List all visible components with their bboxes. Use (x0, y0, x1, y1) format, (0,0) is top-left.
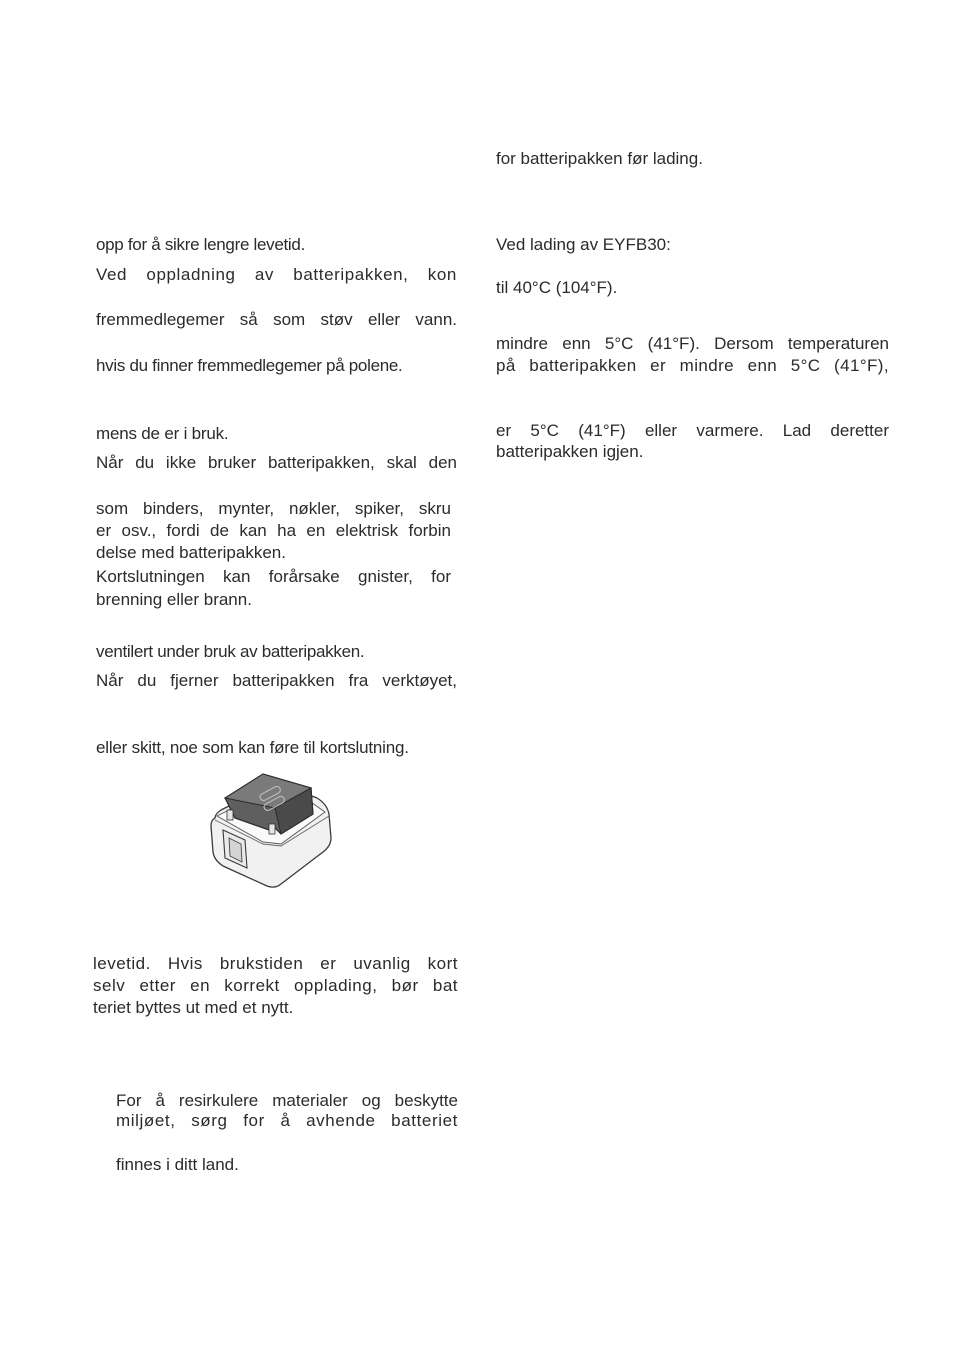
battery-pack-illustration (205, 768, 337, 890)
text-line: opp for å sikre lengre levetid. (96, 235, 305, 254)
text-line: fremmedlegemer så som støv eller vann. (96, 310, 457, 329)
text-line: hvis du finner fremmedlegemer på polene. (96, 356, 403, 375)
text-line: Ved oppladning av batteripakken, kon (96, 265, 457, 284)
text-line: batteripakken igjen. (496, 442, 644, 461)
text-line: levetid. Hvis brukstiden er uvanlig kort (93, 954, 458, 973)
text-line: for batteripakken før lading. (496, 149, 703, 168)
text-line: Når du ikke bruker batteripakken, skal den (96, 453, 457, 472)
text-line: Ved lading av EYFB30: (496, 235, 671, 254)
text-line: Når du fjerner batteripakken fra verktøyet, (96, 671, 457, 690)
text-line: er osv., fordi de kan ha en elektrisk forbin (96, 521, 451, 540)
text-line: For å resirkulere materialer og beskytte (116, 1091, 458, 1110)
text-line: brenning eller brann. (96, 590, 252, 609)
text-line: miljøet, sørg for å avhende batteriet (116, 1111, 458, 1130)
text-line: Kortslutningen kan forårsake gnister, for (96, 567, 451, 586)
text-line: eller skitt, noe som kan føre til kortslutning. (96, 738, 409, 757)
text-line: mens de er i bruk. (96, 424, 229, 443)
text-line: er 5°C (41°F) eller varmere. Lad deretter (496, 421, 889, 440)
text-line: mindre enn 5°C (41°F). Dersom temperaturen (496, 334, 889, 353)
text-line: på batteripakken er mindre enn 5°C (41°F), (496, 356, 889, 375)
text-line: ventilert under bruk av batteripakken. (96, 642, 365, 661)
text-line: delse med batteripakken. (96, 543, 286, 562)
text-line: finnes i ditt land. (116, 1155, 239, 1174)
text-line: selv etter en korrekt opplading, bør bat (93, 976, 458, 995)
text-line: til 40°C (104°F). (496, 278, 618, 297)
text-line: som binders, mynter, nøkler, spiker, skru (96, 499, 451, 518)
text-line: teriet byttes ut med et nytt. (93, 998, 294, 1017)
